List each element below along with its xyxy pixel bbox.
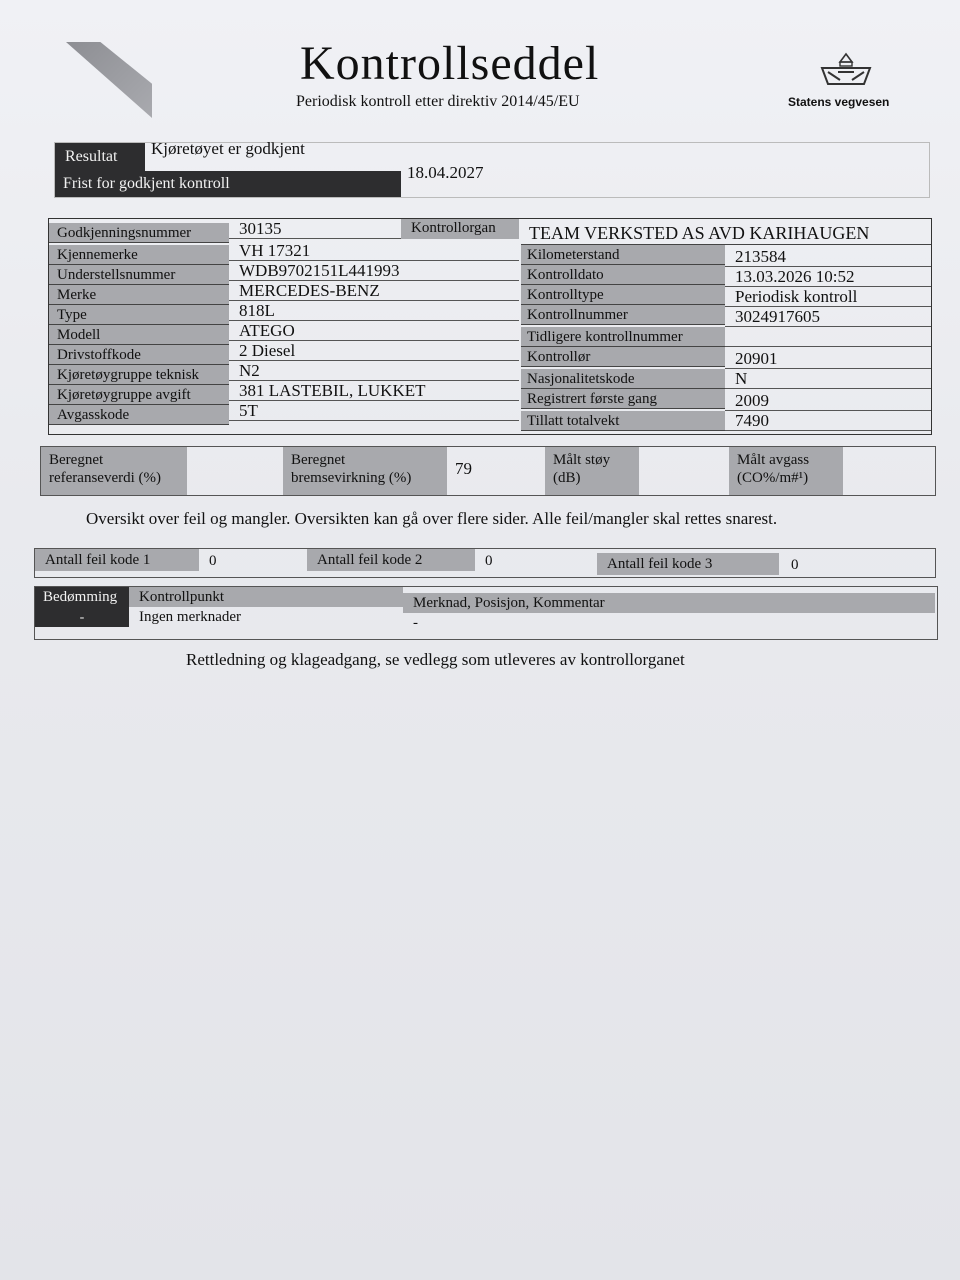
- exhaust-label-line1: Målt avgass: [737, 452, 810, 468]
- fault-code-3-value: 0: [791, 557, 799, 573]
- fault-code-1-label: Antall feil kode 1: [35, 549, 199, 571]
- remark-header: Merknad, Posisjon, Kommentar: [403, 593, 935, 613]
- exhaust-label: [729, 447, 843, 495]
- document-subtitle: Periodisk kontroll etter direktiv 2014/45/EU: [296, 93, 580, 110]
- left-label: Merke: [49, 285, 229, 305]
- fault-code-1-value: 0: [209, 553, 217, 569]
- exhaust-label-line2: (CO%/m#¹): [737, 470, 809, 486]
- fault-code-3-label: Antall feil kode 3: [597, 553, 779, 575]
- left-label: Kjøretøygruppe teknisk: [49, 365, 229, 385]
- right-label: Kontrollnummer: [521, 305, 725, 325]
- right-value: [725, 327, 931, 347]
- complaint-guidance-footer: Rettledning og klageadgang, se vedlegg som utleveres av kontrollorganet: [186, 650, 685, 669]
- overview-note: Oversikt over feil og mangler. Oversikten kan gå over flere sider. Alle feil/mangler skal rettes snarest.: [86, 509, 778, 528]
- result-value: Kjøretøyet er godkjent: [151, 139, 305, 158]
- right-value: 3024917605: [725, 307, 931, 327]
- left-label: Avgasskode: [49, 405, 229, 425]
- assessment-cell: -: [35, 609, 129, 627]
- left-value: 381 LASTEBIL, LUKKET: [229, 381, 519, 401]
- right-label: Kontrolltype: [521, 285, 725, 305]
- remark-cell: -: [413, 615, 418, 631]
- left-value: WDB9702151L441993: [229, 261, 519, 281]
- right-value: 7490: [725, 411, 931, 431]
- corner-stripe: [66, 42, 152, 118]
- left-value: N2: [229, 361, 519, 381]
- document-title: Kontrollseddel: [300, 37, 600, 90]
- brake-label-line2: bremsevirkning (%): [291, 470, 412, 486]
- control-body-value: TEAM VERKSTED AS AVD KARIHAUGEN: [521, 219, 931, 245]
- right-label: Registrert første gang: [521, 389, 725, 409]
- left-value: 2 Diesel: [229, 341, 519, 361]
- left-label: Godkjenningsnummer: [49, 223, 229, 243]
- fault-code-2-label: Antall feil kode 2: [307, 549, 475, 571]
- noise-label-line2: (dB): [553, 470, 581, 486]
- fault-code-2-value: 0: [485, 553, 493, 569]
- result-label-cell: [55, 143, 145, 171]
- left-label: Kjøretøygruppe avgift: [49, 385, 229, 405]
- assessment-header: Bedømming: [35, 587, 129, 609]
- deadline-label: Frist for godkjent kontroll: [63, 175, 230, 192]
- left-value: MERCEDES-BENZ: [229, 281, 519, 301]
- checkpoint-header: Kontrollpunkt: [129, 587, 403, 607]
- right-label: Kontrollør: [521, 347, 725, 367]
- brake-effect-label: [283, 447, 447, 495]
- left-label: Drivstoffkode: [49, 345, 229, 365]
- reference-label-line1: Beregnet: [49, 452, 104, 468]
- statens-vegvesen-emblem-icon: [818, 50, 874, 90]
- result-label: Resultat: [65, 148, 118, 165]
- right-value: 2009: [725, 391, 931, 411]
- faults-table: [34, 586, 938, 640]
- deadline-label-cell: [55, 171, 401, 197]
- right-value: Periodisk kontroll: [725, 287, 931, 307]
- right-value: 213584: [725, 247, 931, 267]
- right-value: 20901: [725, 349, 931, 369]
- left-label: Modell: [49, 325, 229, 345]
- vehicle-data-table: [48, 218, 932, 435]
- left-value: 30135: [229, 219, 519, 239]
- noise-label-line1: Målt støy: [553, 452, 611, 468]
- deadline-value: 18.04.2027: [407, 163, 484, 182]
- reference-value-label: [41, 447, 187, 495]
- left-label: Understellsnummer: [49, 265, 229, 285]
- control-body-label: Kontrollorgan: [401, 219, 519, 239]
- result-section: [54, 139, 930, 198]
- left-value: VH 17321: [229, 241, 519, 261]
- right-label: Tillatt totalvekt: [521, 411, 725, 431]
- left-label: Type: [49, 305, 229, 325]
- fault-code-counts: [34, 548, 936, 578]
- noise-label: [545, 447, 639, 495]
- right-value: 13.03.2026 10:52: [725, 267, 931, 287]
- right-label: Kontrolldato: [521, 265, 725, 285]
- left-value: ATEGO: [229, 321, 519, 341]
- reference-label-line2: referanseverdi (%): [49, 470, 162, 486]
- left-value: 5T: [229, 401, 519, 421]
- right-label: Tidligere kontrollnummer: [521, 327, 725, 347]
- brake-effect-value: 79: [455, 459, 472, 478]
- brake-label-line1: Beregnet: [291, 452, 346, 468]
- right-value: N: [725, 369, 931, 389]
- right-label: Nasjonalitetskode: [521, 369, 725, 389]
- right-label: Kilometerstand: [521, 245, 725, 265]
- left-label: Kjennemerke: [49, 245, 229, 265]
- left-value: 818L: [229, 301, 519, 321]
- checkpoint-cell: Ingen merknader: [139, 609, 242, 625]
- measurements-row: [40, 446, 936, 496]
- agency-logo-text: Statens vegvesen: [788, 95, 890, 109]
